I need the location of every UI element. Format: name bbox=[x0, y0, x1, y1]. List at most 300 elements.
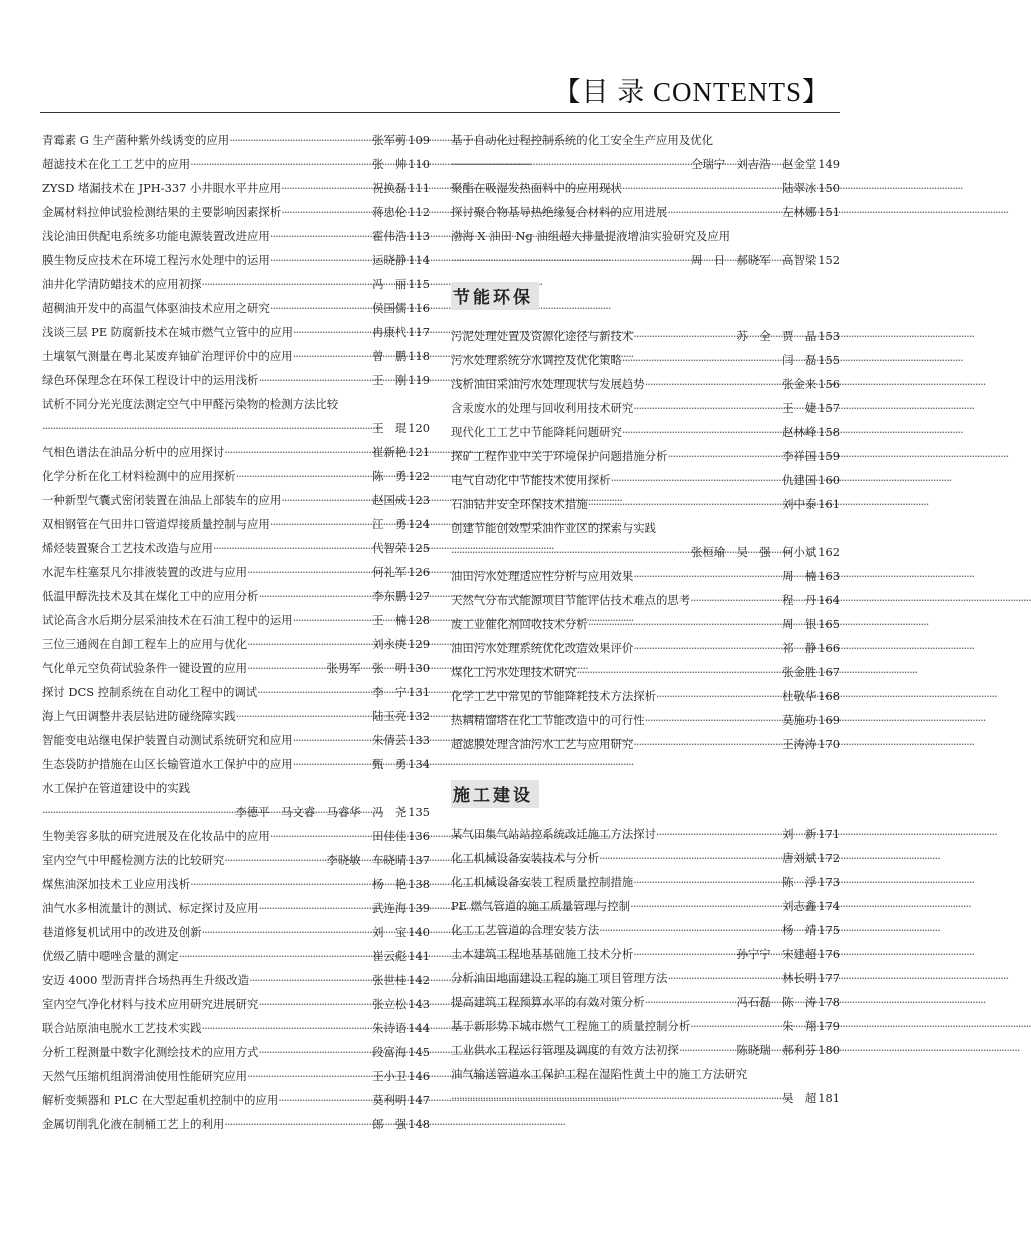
entry-title: 超滤膜处理含油污水工艺与应用研究 bbox=[451, 737, 634, 751]
entry-title: 水泥车柱塞泵凡尔排液装置的改进与应用 bbox=[42, 565, 248, 579]
entry-title: 巷道修复机试用中的改进及创新 bbox=[42, 925, 202, 939]
dot-leader bbox=[645, 372, 781, 396]
entry-title: 化工工艺管道的合理安装方法 bbox=[451, 923, 600, 937]
entry-author: 王 刚 bbox=[372, 373, 407, 387]
entry-page: 169 bbox=[818, 713, 840, 727]
entry-page: 121 bbox=[408, 445, 430, 459]
entry-title: 聚酯在吸湿发热面料中的应用现状 bbox=[451, 181, 622, 195]
dot-leader bbox=[270, 248, 371, 272]
toc-entry-line bbox=[451, 894, 840, 918]
dot-leader bbox=[258, 896, 371, 920]
entry-title: 土壤氡气测量在粤北某废弃铀矿治理评价中的应用 bbox=[42, 349, 293, 363]
entry-page: 136 bbox=[408, 829, 430, 843]
toc-entry bbox=[451, 1014, 840, 1038]
entry-page: 150 bbox=[818, 181, 840, 195]
entry-author: 祝换磊 bbox=[372, 181, 407, 195]
toc-entry bbox=[42, 920, 430, 944]
toc-entry bbox=[42, 680, 430, 704]
toc-entry bbox=[451, 1062, 840, 1110]
toc-entry-line bbox=[42, 704, 430, 728]
dot-leader bbox=[249, 968, 371, 992]
toc-entry bbox=[451, 516, 840, 564]
entry-author: 田佳佳 bbox=[372, 829, 407, 843]
entry-page: 158 bbox=[818, 425, 840, 439]
toc-entry-line bbox=[42, 1088, 430, 1112]
toc-entry bbox=[42, 968, 430, 992]
entry-page: 124 bbox=[408, 517, 430, 531]
toc-entry bbox=[451, 660, 840, 684]
entry-page: 144 bbox=[408, 1021, 430, 1035]
toc-entry-line bbox=[451, 588, 840, 612]
entry-author: 张金来 bbox=[782, 377, 817, 391]
dot-leader bbox=[201, 920, 371, 944]
entry-page: 134 bbox=[408, 757, 430, 771]
toc-entry bbox=[42, 320, 430, 344]
entry-author: 王 琨 bbox=[372, 421, 407, 435]
toc-entry bbox=[451, 224, 840, 272]
toc-entry bbox=[451, 1038, 840, 1062]
toc-entry-title-line bbox=[42, 392, 430, 416]
entry-author: 朱诗语 bbox=[372, 1021, 407, 1035]
entry-page: 115 bbox=[408, 277, 430, 291]
toc-entry-line bbox=[451, 918, 840, 942]
entry-page: 140 bbox=[408, 925, 430, 939]
toc-column-left bbox=[42, 128, 430, 1136]
toc-entry-line bbox=[42, 536, 430, 560]
entry-author: 左林娜 bbox=[782, 205, 817, 219]
dot-leader bbox=[258, 584, 371, 608]
entry-page: 120 bbox=[408, 421, 430, 435]
entry-author: 刘志鑫 bbox=[782, 899, 817, 913]
entry-title: ZYSD 堵漏技术在 JPH-337 小井眼水平井应用 bbox=[42, 181, 282, 195]
entry-page: 128 bbox=[408, 613, 430, 627]
entry-title: 超滤技术在化工工艺中的应用 bbox=[42, 157, 191, 171]
entry-page: 123 bbox=[408, 493, 430, 507]
toc-entry-line bbox=[42, 128, 430, 152]
toc-entry-line bbox=[42, 368, 430, 392]
entry-page: 139 bbox=[408, 901, 430, 915]
dot-leader bbox=[588, 492, 781, 516]
dot-leader bbox=[622, 176, 781, 200]
toc-entry-line bbox=[42, 464, 430, 488]
entry-title: 油气水多相流量计的测试、标定探讨及应用 bbox=[42, 901, 259, 915]
entry-title: 油气输送管道水工保护工程在湿陷性黄土中的施工方法研究 bbox=[451, 1067, 748, 1081]
entry-author: 武连海 bbox=[372, 901, 407, 915]
entry-page: 163 bbox=[818, 569, 840, 583]
entry-author: 代智荣 bbox=[372, 541, 407, 555]
entry-page: 129 bbox=[408, 637, 430, 651]
entry-title: 油田污水处理系统优化改造效果评价 bbox=[451, 641, 634, 655]
entry-author: 莫利明 bbox=[372, 1093, 407, 1107]
entry-author: 王涛涛 bbox=[782, 737, 817, 751]
entry-title: 基于新形势下城市燃气工程施工的质量控制分析 bbox=[451, 1019, 691, 1033]
toc-entry bbox=[42, 632, 430, 656]
toc-entry bbox=[451, 822, 840, 846]
dot-leader bbox=[645, 708, 781, 732]
toc-entry bbox=[451, 708, 840, 732]
entry-page: 160 bbox=[818, 473, 840, 487]
entry-author: 江 勇 bbox=[372, 517, 407, 531]
entry-title: 化工机械设备安装工程质量控制措施 bbox=[451, 875, 634, 889]
dot-leader bbox=[667, 444, 781, 468]
entry-title: 智能变电站继电保护装置自动测试系统研究和应用 bbox=[42, 733, 293, 747]
dot-leader bbox=[281, 488, 371, 512]
toc-entry-line bbox=[451, 324, 840, 348]
entry-title: 电气自动化中节能技术使用探析 bbox=[451, 473, 611, 487]
dot-leader bbox=[229, 128, 371, 152]
entry-page: 138 bbox=[408, 877, 430, 891]
entry-title: 浅析油田采油污水处理现状与发展趋势 bbox=[451, 377, 645, 391]
toc-entry-line bbox=[42, 1064, 430, 1088]
toc-entry bbox=[42, 584, 430, 608]
entry-author: 霍伟浩 bbox=[372, 229, 407, 243]
entry-page: 176 bbox=[818, 947, 840, 961]
toc-entry-line bbox=[42, 488, 430, 512]
dot-leader bbox=[247, 1064, 371, 1088]
toc-column-right bbox=[451, 128, 840, 1110]
entry-title: 探讨聚合物基导热绝缘复合材料的应用进展 bbox=[451, 205, 668, 219]
dot-leader bbox=[190, 152, 371, 176]
dot-leader bbox=[258, 992, 371, 1016]
toc-entry bbox=[42, 944, 430, 968]
toc-entry bbox=[42, 824, 430, 848]
entry-author: 王 婕 bbox=[782, 401, 817, 415]
section-heading-construction bbox=[451, 770, 840, 822]
entry-page: 112 bbox=[408, 205, 430, 219]
toc-entry bbox=[42, 368, 430, 392]
entry-title: 绿色环保理念在环保工程设计中的运用浅析 bbox=[42, 373, 259, 387]
entry-author: 冯石磊 陈 涛 bbox=[736, 995, 817, 1009]
toc-entry-line bbox=[42, 872, 430, 896]
toc-entry bbox=[42, 536, 430, 560]
toc-entry bbox=[451, 324, 840, 348]
entry-page: 159 bbox=[818, 449, 840, 463]
toc-entry bbox=[451, 444, 840, 468]
entry-author: 陈 浮 bbox=[782, 875, 817, 889]
entry-title: 创建节能创效型采油作业区的探索与实践 bbox=[451, 521, 657, 535]
dot-leader bbox=[451, 152, 690, 176]
dot-leader bbox=[293, 344, 371, 368]
dot-leader bbox=[588, 612, 781, 636]
toc-entry-line bbox=[42, 632, 430, 656]
dot-leader bbox=[667, 200, 781, 224]
entry-author: 仝瑞宁 刘吉浩 赵金堂 bbox=[690, 157, 817, 171]
toc-entry-line bbox=[42, 584, 430, 608]
toc-entry bbox=[42, 512, 430, 536]
dot-leader bbox=[278, 1088, 371, 1112]
toc-entry-line bbox=[451, 176, 840, 200]
entry-author: 林长明 bbox=[782, 971, 817, 985]
toc-entry-leader-line bbox=[451, 248, 840, 272]
section-title: 施工建设 bbox=[451, 780, 539, 808]
toc-entry bbox=[42, 1016, 430, 1040]
toc-entry-line bbox=[42, 1112, 430, 1136]
toc-entry-line bbox=[42, 752, 430, 776]
toc-entry bbox=[42, 1112, 430, 1136]
entry-title: 分析工程测量中数字化测绘技术的应用方式 bbox=[42, 1045, 259, 1059]
entry-author: 陆翠冰 bbox=[782, 181, 817, 195]
entry-title: 解析变频器和 PLC 在大型起重机控制中的应用 bbox=[42, 1093, 279, 1107]
toc-entry bbox=[42, 776, 430, 824]
entry-page: 157 bbox=[818, 401, 840, 415]
entry-title: 膜生物反应技术在环境工程污水处理中的运用 bbox=[42, 253, 270, 267]
dot-leader bbox=[201, 1016, 371, 1040]
toc-entry bbox=[42, 608, 430, 632]
dot-leader bbox=[451, 248, 690, 272]
entry-author: 王 楠 bbox=[372, 613, 407, 627]
entry-page: 137 bbox=[408, 853, 430, 867]
entry-page: 164 bbox=[818, 593, 840, 607]
toc-entry bbox=[451, 684, 840, 708]
entry-page: 113 bbox=[408, 229, 430, 243]
toc-entry bbox=[42, 176, 430, 200]
entry-page: 156 bbox=[818, 377, 840, 391]
toc-entry-title-line bbox=[451, 128, 840, 152]
dot-leader bbox=[645, 990, 736, 1014]
entry-page: 168 bbox=[818, 689, 840, 703]
toc-entry-line bbox=[42, 896, 430, 920]
entry-title: 土木建筑工程地基基础施工技术分析 bbox=[451, 947, 634, 961]
toc-entry-title-line bbox=[451, 224, 840, 248]
toc-entry-line bbox=[451, 732, 840, 756]
dot-leader bbox=[224, 1112, 371, 1136]
entry-title: 青霉素 G 生产菌种紫外线诱变的应用 bbox=[42, 133, 230, 147]
toc-entry-line bbox=[42, 1016, 430, 1040]
toc-entry bbox=[42, 296, 430, 320]
entry-title: 油田污水处理适应性分析与应用效果 bbox=[451, 569, 634, 583]
entry-author: 杨 靖 bbox=[782, 923, 817, 937]
toc-entry-line bbox=[42, 296, 430, 320]
toc-entry bbox=[42, 560, 430, 584]
entry-author: 王小卫 bbox=[372, 1069, 407, 1083]
entry-author: 李祥国 bbox=[782, 449, 817, 463]
entry-title: 化学分析在化工材料检测中的应用探析 bbox=[42, 469, 236, 483]
entry-page: 117 bbox=[408, 325, 430, 339]
toc-entry-line bbox=[42, 248, 430, 272]
entry-title: 海上气田调整井表层钻进防碰绕障实践 bbox=[42, 709, 236, 723]
dot-leader bbox=[630, 894, 781, 918]
toc-entry bbox=[451, 846, 840, 870]
entry-author: 刘 新 bbox=[782, 827, 817, 841]
toc-entry bbox=[42, 1040, 430, 1064]
toc-entry bbox=[451, 420, 840, 444]
entry-page: 118 bbox=[408, 349, 430, 363]
dot-leader bbox=[667, 966, 781, 990]
dot-leader bbox=[270, 824, 371, 848]
entry-author: 冯 丽 bbox=[372, 277, 407, 291]
entry-title: 一种新型气囊式密闭装置在油品上部装车的应用 bbox=[42, 493, 282, 507]
toc-entry bbox=[451, 396, 840, 420]
entry-title: 煤焦油深加技术工业应用浅析 bbox=[42, 877, 191, 891]
dot-leader bbox=[599, 846, 781, 870]
toc-entry-line bbox=[451, 966, 840, 990]
dot-leader bbox=[576, 660, 781, 684]
entry-title: 基于自动化过程控制系统的化工安全生产应用及优化 bbox=[451, 133, 713, 147]
toc-entry-line bbox=[451, 942, 840, 966]
toc-entry bbox=[42, 704, 430, 728]
toc-entry bbox=[42, 464, 430, 488]
dot-leader bbox=[258, 368, 371, 392]
toc-entry bbox=[451, 942, 840, 966]
entry-title: 浅论油田供配电系统多功能电源装置改进应用 bbox=[42, 229, 270, 243]
toc-entry-line bbox=[42, 680, 430, 704]
entry-author: 程 丹 bbox=[782, 593, 817, 607]
dot-leader bbox=[190, 872, 371, 896]
toc-entry-line bbox=[42, 608, 430, 632]
dot-leader bbox=[213, 536, 371, 560]
dot-leader bbox=[656, 684, 781, 708]
section-heading-energy bbox=[451, 272, 840, 324]
entry-title: 低温甲醇洗技术及其在煤化工中的应用分析 bbox=[42, 589, 259, 603]
entry-author: 杜敬华 bbox=[782, 689, 817, 703]
entry-page: 122 bbox=[408, 469, 430, 483]
toc-entry-title-line bbox=[42, 776, 430, 800]
toc-entry-line bbox=[451, 1014, 840, 1038]
entry-author: 郎 强 bbox=[372, 1117, 407, 1131]
toc-entry-line bbox=[451, 564, 840, 588]
toc-entry-leader-line bbox=[451, 1086, 840, 1110]
toc-entry-line bbox=[451, 870, 840, 894]
toc-entry bbox=[42, 224, 430, 248]
toc-entry-line bbox=[42, 728, 430, 752]
entry-title: 试论高含水后期分层采油技术在石油工程中的运用 bbox=[42, 613, 293, 627]
toc-entry-line bbox=[451, 846, 840, 870]
entry-page: 179 bbox=[818, 1019, 840, 1033]
entry-page: 173 bbox=[818, 875, 840, 889]
entry-page: 152 bbox=[818, 253, 840, 267]
toc-entry bbox=[42, 152, 430, 176]
entry-page: 109 bbox=[408, 133, 430, 147]
dot-leader bbox=[293, 728, 371, 752]
entry-title: 工业供水工程运行管理及调度的有效方法初探 bbox=[451, 1043, 679, 1057]
entry-page: 177 bbox=[818, 971, 840, 985]
entry-page: 162 bbox=[818, 545, 840, 559]
dot-leader bbox=[451, 540, 690, 564]
entry-title: 金属切削乳化液在制桶工艺上的利用 bbox=[42, 1117, 225, 1131]
entry-author: 祁 静 bbox=[782, 641, 817, 655]
toc-entry bbox=[451, 564, 840, 588]
dot-leader bbox=[247, 656, 325, 680]
entry-author: 杨 艳 bbox=[372, 877, 407, 891]
entry-author: 张立松 bbox=[372, 997, 407, 1011]
dot-leader bbox=[679, 1038, 736, 1062]
toc-entry-line bbox=[451, 372, 840, 396]
entry-page: 170 bbox=[818, 737, 840, 751]
toc-entry bbox=[451, 870, 840, 894]
entry-page: 181 bbox=[818, 1091, 840, 1105]
entry-page: 174 bbox=[818, 899, 840, 913]
toc-entry-line bbox=[42, 224, 430, 248]
entry-author: 陆玉亮 bbox=[372, 709, 407, 723]
entry-title: 污泥处理处置及资源化途径与新技术 bbox=[451, 329, 634, 343]
entry-author: 苏 全 贾 晶 bbox=[736, 329, 817, 343]
entry-page: 172 bbox=[818, 851, 840, 865]
entry-page: 151 bbox=[818, 205, 840, 219]
toc-entry bbox=[42, 992, 430, 1016]
entry-author: 张军剪 bbox=[372, 133, 407, 147]
dot-leader bbox=[633, 870, 781, 894]
toc-entry-leader-line bbox=[42, 800, 430, 824]
toc-entry-line bbox=[42, 656, 430, 680]
dot-leader bbox=[236, 704, 371, 728]
toc-entry bbox=[451, 990, 840, 1014]
toc-entry-line bbox=[451, 660, 840, 684]
entry-author: 段富海 bbox=[372, 1045, 407, 1059]
dot-leader bbox=[179, 944, 371, 968]
entry-page: 127 bbox=[408, 589, 430, 603]
entry-page: 146 bbox=[408, 1069, 430, 1083]
entry-title: 某气田集气站站控系统改迁施工方法探讨 bbox=[451, 827, 657, 841]
toc-entry-line bbox=[451, 636, 840, 660]
entry-title: 室内空气净化材料与技术应用研究进展研究 bbox=[42, 997, 259, 1011]
toc-entry-line bbox=[451, 348, 840, 372]
toc-entry bbox=[42, 752, 430, 776]
toc-entry-line bbox=[451, 492, 840, 516]
toc-entry-line bbox=[451, 444, 840, 468]
toc-entry-line bbox=[42, 848, 430, 872]
entry-title: 水工保护在管道建设中的实践 bbox=[42, 781, 191, 795]
entry-author: 张世桂 bbox=[372, 973, 407, 987]
toc-title: 【目 录 CONTENTS】 bbox=[553, 77, 830, 107]
toc-entry bbox=[42, 896, 430, 920]
toc-entry-line bbox=[451, 684, 840, 708]
dot-leader bbox=[258, 1040, 371, 1064]
toc-entry bbox=[451, 200, 840, 224]
entry-page: 153 bbox=[818, 329, 840, 343]
toc-entry bbox=[42, 344, 430, 368]
entry-page: 130 bbox=[408, 661, 430, 675]
entry-author: 仇建国 bbox=[782, 473, 817, 487]
toc-entry-line bbox=[451, 468, 840, 492]
toc-entry-title-line bbox=[451, 516, 840, 540]
toc-entry-line bbox=[42, 440, 430, 464]
entry-title: 金属材料拉伸试验检测结果的主要影响因素探析 bbox=[42, 205, 282, 219]
entry-author: 崔新艳 bbox=[372, 445, 407, 459]
entry-page: 161 bbox=[818, 497, 840, 511]
entry-author: 运晓静 bbox=[372, 253, 407, 267]
dot-leader bbox=[293, 608, 371, 632]
toc-entry-line bbox=[42, 320, 430, 344]
dot-leader bbox=[610, 468, 781, 492]
toc-entry bbox=[451, 612, 840, 636]
entry-author: 冉康杙 bbox=[372, 325, 407, 339]
toc-entry-line bbox=[42, 944, 430, 968]
dot-leader bbox=[622, 420, 781, 444]
entry-title: 气化单元空负荷试验条件一键设置的应用 bbox=[42, 661, 248, 675]
entry-author: 朱 翔 bbox=[782, 1019, 817, 1033]
entry-author: 李 宁 bbox=[372, 685, 407, 699]
toc-entry-line bbox=[42, 824, 430, 848]
dot-leader bbox=[42, 416, 371, 440]
toc-entry-line bbox=[42, 920, 430, 944]
entry-title: 天然气压缩机组润滑油使用性能研究应用 bbox=[42, 1069, 248, 1083]
dot-leader bbox=[633, 396, 781, 420]
entry-page: 165 bbox=[818, 617, 840, 631]
entry-page: 167 bbox=[818, 665, 840, 679]
dot-leader bbox=[247, 632, 371, 656]
entry-page: 119 bbox=[408, 373, 430, 387]
entry-title: 含汞废水的处理与回收利用技术研究 bbox=[451, 401, 634, 415]
entry-page: 110 bbox=[408, 157, 430, 171]
dot-leader bbox=[633, 636, 781, 660]
entry-page: 133 bbox=[408, 733, 430, 747]
toc-entry-line bbox=[42, 512, 430, 536]
dot-leader bbox=[690, 1014, 781, 1038]
toc-entry bbox=[451, 918, 840, 942]
entry-page: 131 bbox=[408, 685, 430, 699]
dot-leader bbox=[633, 732, 781, 756]
entry-author: 崔云彪 bbox=[372, 949, 407, 963]
